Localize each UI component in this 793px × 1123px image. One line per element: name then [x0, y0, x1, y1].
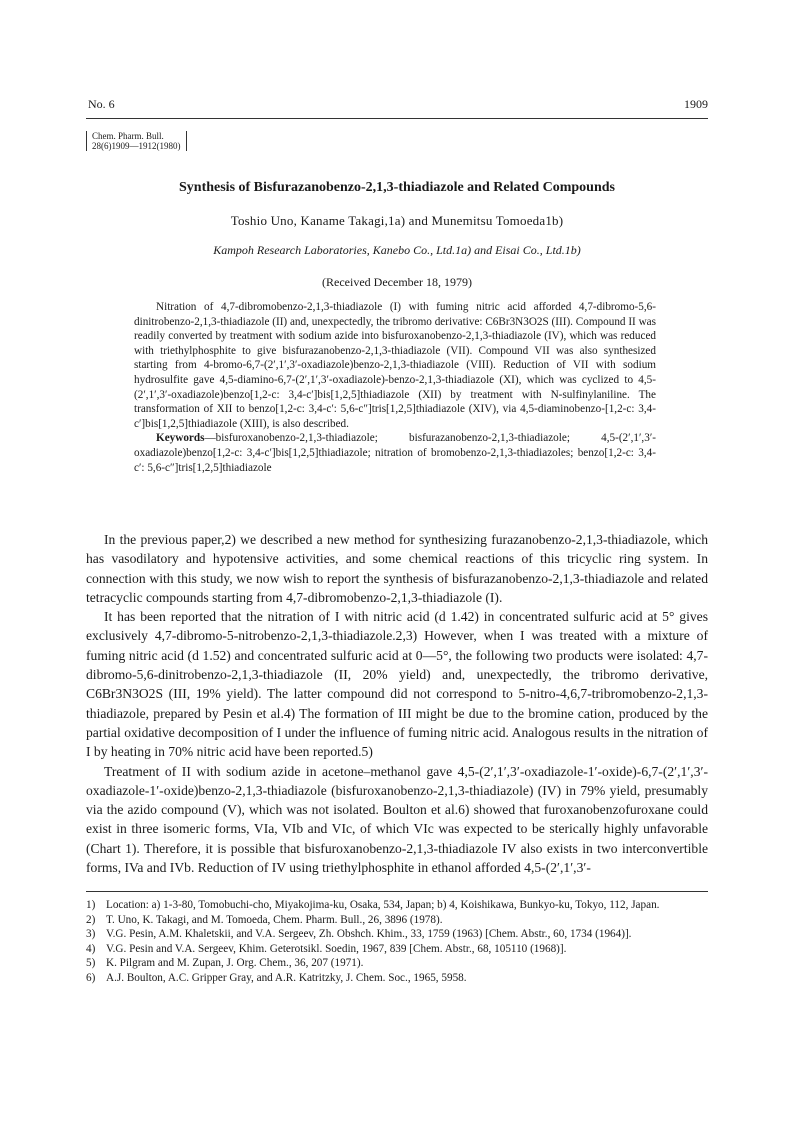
footnote: 3) V.G. Pesin, A.M. Khaletskii, and V.A. Sergeev, Zh. Obshch. Khim., 33, 1759 (1963) [Chem. Abstr., 60, 1734 (1964)].	[86, 928, 632, 941]
keywords-text: —bisfuroxanobenzo-2,1,3-thiadiazole; bisfurazanobenzo-2,1,3-thiadiazole; 4,5-(2′,1′,3′-oxadiazole)benzo[1,2-c: 3,4-c′]bis[1,2,5]thiadiazole; nitration of bromobenzo-2,1,3-thiadiazoles; benzo[1,2-c: 3,4-c′: 5,6-c″]tris[1,2,5]thiadiazole	[134, 432, 656, 474]
abstract-text: Nitration of 4,7-dibromobenzo-2,1,3-thiadiazole (I) with fuming nitric acid afforded 4,7-dibromo-5,6-dinitrobenzo-2,1,3-thiadiazole (II) and, unexpectedly, the tribromo derivative: C6Br3N3O2S (III). Compound II was readily converted by treatment with sodium azide into bisfuroxanobenzo-2,1,3-thiadiazole (IV), which was reduced with triethylphosphite to give bisfurazanobenzo-2,1,3-thiadiazole (VII). Compound VII was also synthesized starting from 4-bromo-6,7-(2′,1′,3′-oxadiazole)benzo-2,1,3-thiadiazole (VIII). Reduction of VII with sodium hydrosulfite gave 4,5-diamino-6,7-(2′,1′,3′-oxadiazole)-benzo-2,1,3-thiadiazole (XI), which was cyclized to 4,5-(2′,1′,3′-oxadiazole)benzo[1,2-c: 3,4-c′]bis[1,2,5]thiadiazole (XII) by treatment with N-sulfinylaniline. The transformation of XII to benzo[1,2-c: 3,4-c′: 5,6-c″]tris[1,2,5]thiadiazole (XIV), via 4,5-diaminobenzo-[1,2-c: 3,4-c′]bis[1,2,5]thiadiazole (XIII), is also described.	[134, 301, 656, 430]
abstract	[134, 300, 656, 475]
body-text	[86, 530, 708, 877]
footnote: 1) Location: a) 1-3-80, Tomobuchi-cho, Miyakojima-ku, Osaka, 534, Japan; b) 4, Koishikawa, Bunkyo-ku, Tokyo, 112, Japan.	[86, 899, 660, 911]
keywords-label: Keywords	[156, 432, 205, 445]
footnote: 6) A.J. Boulton, A.C. Gripper Gray, and A.R. Katritzky, J. Chem. Soc., 1965, 5958.	[86, 971, 467, 984]
footnote: 5) K. Pilgram and M. Zupan, J. Org. Chem., 36, 207 (1971).	[86, 957, 364, 970]
body-paragraph-1: In the previous paper,2) we described a new method for synthesizing furazanobenzo-2,1,3-thiadiazole, which has vasodilatory and hypotensive activities, and some chemical reactions of this tricyclic ring system. In connection with this study, we now wish to report the synthesis of bisfurazanobenzo-2,1,3-thiadiazole and related tetracyclic compounds starting from 4,7-dibromobenzo-2,1,3-thiadiazole (I).	[86, 532, 708, 605]
footnote-rule	[86, 891, 708, 892]
received-date: (Received December 18, 1979)	[322, 275, 472, 289]
citation-volume: 28(6)1909—1912(1980)	[92, 141, 181, 151]
author-list: Toshio Uno, Kaname Takagi,1a) and Munemitsu Tomoeda1b)	[230, 213, 564, 228]
body-paragraph-2: It has been reported that the nitration of I with nitric acid (d 1.42) in concentrated sulfuric acid at 5° gives exclusively 4,7-dibromo-5-nitrobenzo-2,1,3-thiadiazole.2,3) However, when I was treated with a mixture of fuming nitric acid (d 1.52) and concentrated sulfuric acid at 0—5°, the following two products were isolated: 4,7-dibromo-5,6-dinitrobenzo-2,1,3-thiadiazole (II, 20% yield) and, unexpectedly, the tribromo derivative, C6Br3N3O2S (III, 19% yield). The latter compound did not correspond to 5-nitro-4,6,7-tribromobenzo-2,1,3-thiadiazole, prepared by Pesin et al.4) The formation of III might be due to the bromine cation, produced by the partial oxidative decomposition of I under the influence of fuming nitric acid. Analogous results in the nitration of I by heating in 70% nitric acid have been reported.5)	[86, 609, 708, 760]
affiliation: Kampoh Research Laboratories, Kanebo Co., Ltd.1a) and Eisai Co., Ltd.1b)	[213, 243, 581, 257]
citation-journal: Chem. Pharm. Bull.	[92, 131, 164, 141]
page-number: 1909	[684, 97, 708, 111]
footnote: 2) T. Uno, K. Takagi, and M. Tomoeda, Chem. Pharm. Bull., 26, 3896 (1978).	[86, 913, 443, 926]
journal-page	[86, 0, 708, 1123]
footnotes	[86, 898, 708, 986]
issue-number: No. 6	[88, 97, 115, 111]
journal-citation	[86, 131, 187, 151]
header-rule	[86, 118, 708, 119]
running-header	[86, 97, 708, 117]
footnote: 4) V.G. Pesin and V.A. Sergeev, Khim. Geterotsikl. Soedin, 1967, 839 [Chem. Abstr., 68, 105110 (1968)].	[86, 942, 567, 955]
body-paragraph-3: Treatment of II with sodium azide in acetone–methanol gave 4,5-(2′,1′,3′-oxadiazole-1′-oxide)-6,7-(2′,1′,3′-oxadiazole-1′-oxide)benzo-2,1,3-thiadiazole (bisfuroxanobenzo-2,1,3-thiadiazole) (IV) in 79% yield, presumably via the azido compound (V), which was not isolated. Boulton et al.6) showed that furoxanobenzofuroxane could exist in three isomeric forms, VIa, VIb and VIc, of which VIc was expected to be sterically highly unfavorable (Chart 1). Therefore, it is possible that bisfuroxanobenzo-2,1,3-thiadiazole IV also exists in two interconvertible forms, IVa and IVb. Reduction of IV using triethylphosphite in ethanol afforded 4,5-(2′,1′,3′-	[86, 763, 708, 876]
paper-title: Synthesis of Bisfurazanobenzo-2,1,3-thiadiazole and Related Compounds	[179, 180, 615, 195]
keywords	[134, 431, 656, 475]
